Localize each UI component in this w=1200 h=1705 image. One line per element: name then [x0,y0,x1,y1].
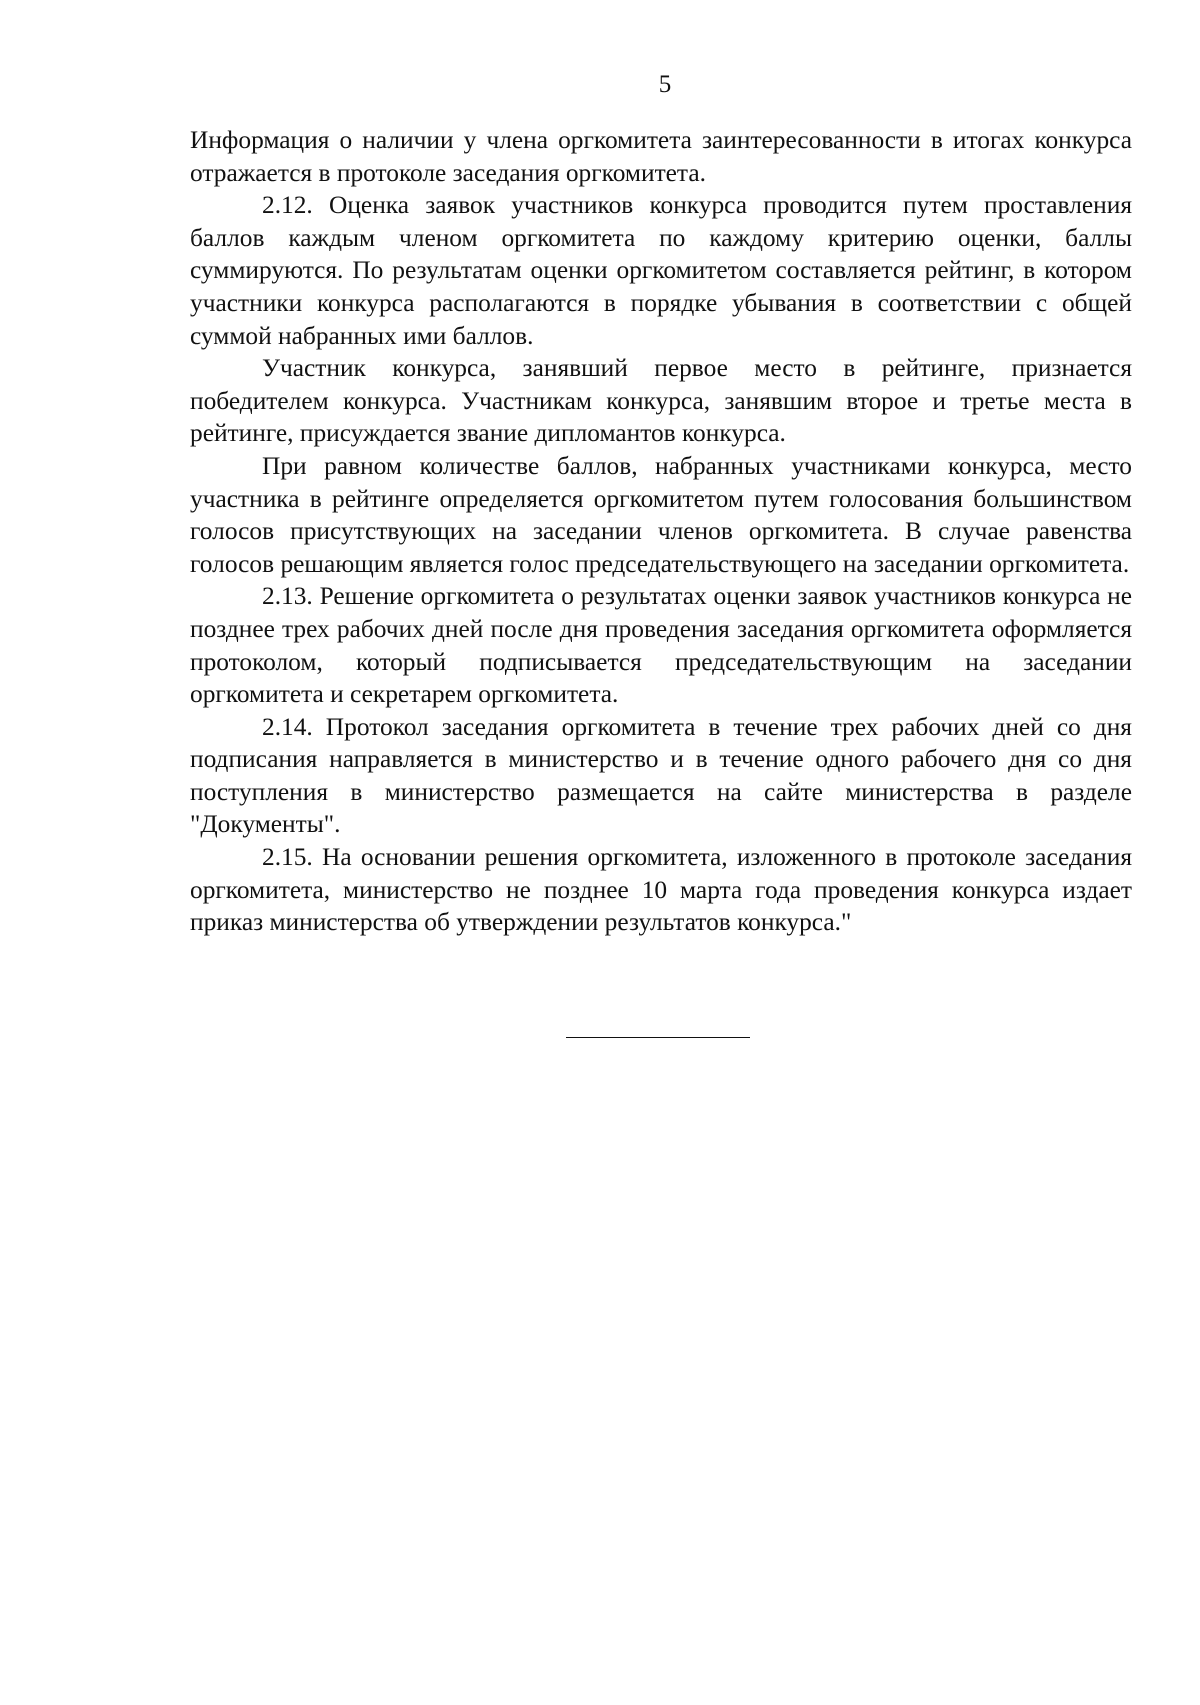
paragraph-winner: Участник конкурса, занявший первое место в рейтинге, признается победителем конкурса. Участникам конкурса, занявшим второе и третье места в рейтинге, присуждается звание дипломантов конкурса. [190,354,1132,448]
paragraph-equal-score: При равном количестве баллов, набранных участниками конкурса, место участника в рейтинге определяется оргкомитетом путем голосования большинством голосов присутствующих на заседании членов оргкомитета. В случае равенства голосов решающим является голос председательствующего на заседании оргкомитета. [190,451,1132,578]
paragraph-2-14: 2.14. Протокол заседания оргкомитета в течение трех рабочих дней со дня подписания направляется в министерство и в течение одного рабочего дня со дня поступления в министерство размещается на сайте министерства в разделе "Документы". [190,712,1132,839]
paragraph-2-13: 2.13. Решение оргкомитета о результатах оценки заявок участников конкурса не позднее трех рабочих дней после дня проведения заседания оргкомитета оформляется протоколом, который подписывается председательствующим на заседании оргкомитета и секретарем оргкомитета. [190,582,1132,709]
closing-divider [566,1037,750,1038]
paragraph-continuation: Информация о наличии у члена оргкомитета заинтересованности в итогах конкурса отражается в протоколе заседания оргкомитета. [190,126,1132,187]
paragraph-2-12: 2.12. Оценка заявок участников конкурса проводится путем проставления баллов каждым членом оргкомитета по каждому критерию оценки, баллы суммируются. По результатам оценки оргкомитетом составляется рейтинг, в котором участники конкурса располагаются в порядке убывания в соответствии с общей суммой набранных ими баллов. [190,191,1132,350]
paragraph-2-15: 2.15. На основании решения оргкомитета, изложенного в протоколе заседания оргкомитета, министерство не позднее 10 марта года проведения конкурса издает приказ министерства об утверждении результатов конкурса." [190,843,1132,937]
page-number: 5 [658,71,672,98]
document-body [190,124,1132,939]
